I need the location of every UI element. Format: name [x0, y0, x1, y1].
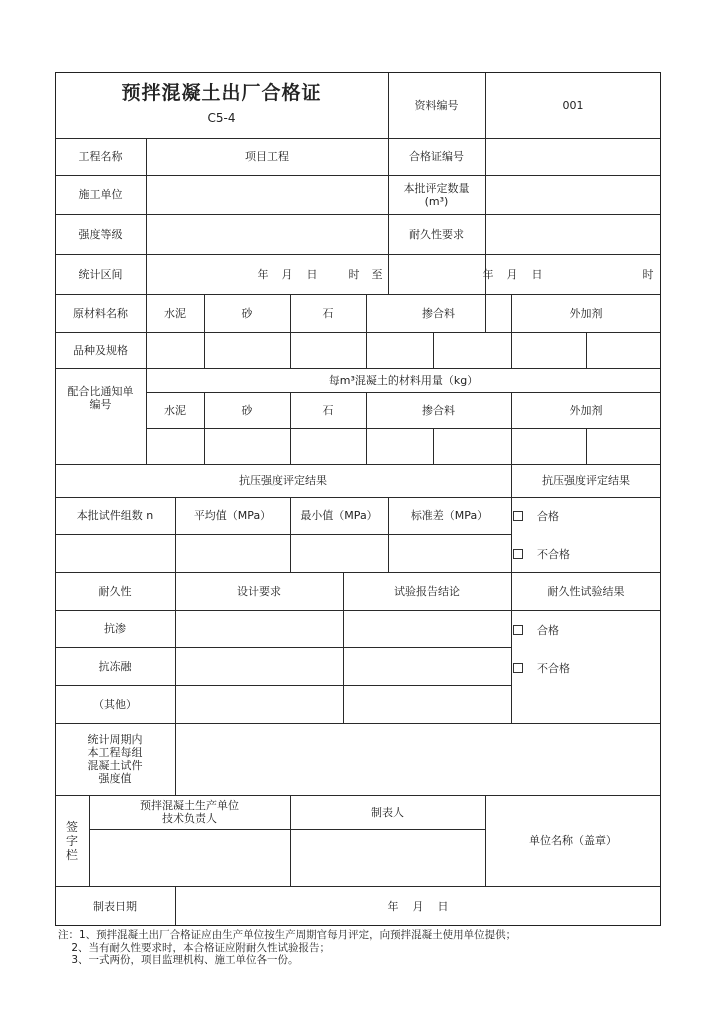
doc-no-label: 资料编号 [414, 98, 459, 112]
tech-lead-label: 预拌混凝土生产单位 技术负责人 [140, 799, 239, 825]
spec-label: 品种及规格 [73, 343, 128, 357]
durability-req-label: 耐久性要求 [409, 227, 464, 241]
std-label: 标准差（MPa） [410, 509, 489, 522]
usage-admixture-chem: 外加剂 [569, 403, 603, 417]
period-day1: 日 [306, 267, 318, 281]
constructor-field[interactable] [146, 175, 388, 214]
material-cement: 水泥 [164, 306, 186, 320]
checkbox-icon[interactable] [513, 663, 523, 673]
strength-grade-label: 强度等级 [78, 227, 123, 241]
batch-qty-field[interactable] [485, 175, 661, 214]
other-durability-label: （其他） [93, 697, 137, 711]
material-admixture-mineral: 掺合料 [422, 306, 455, 320]
durability-req-field[interactable] [485, 214, 661, 254]
impermeability-label: 抗渗 [104, 622, 126, 635]
material-name-label: 原材料名称 [73, 306, 128, 320]
checkbox-icon[interactable] [513, 549, 523, 559]
unit-seal-label: 单位名称（盖章） [529, 834, 617, 847]
batch-qty-label: 本批评定数量 (m³) [403, 181, 470, 208]
notes [58, 929, 516, 967]
note-line: 2、当有耐久性要求时，本合格证应附耐久性试验报告； [58, 941, 331, 954]
signature-label-cell [55, 795, 89, 886]
date-value[interactable]: 年 月 日 [387, 899, 449, 913]
project-name-value[interactable]: 项目工程 [245, 150, 289, 163]
material-admixture-chem: 外加剂 [569, 306, 603, 320]
material-sand: 砂 [241, 306, 253, 320]
strength-grade-field[interactable] [146, 214, 388, 254]
durability-result-label: 耐久性试验结果 [547, 584, 625, 598]
stats-field[interactable] [175, 723, 661, 795]
note-line: 注：1、预拌混凝土出厂合格证应由生产单位按生产周期官每月评定，向预拌混凝土使用单位提供； [58, 929, 517, 941]
usage-cement: 水泥 [164, 403, 186, 417]
signature-label: 签字栏 [65, 819, 78, 862]
period-hour2: 时 [642, 267, 654, 281]
cert-no-label: 合格证编号 [409, 150, 464, 163]
constructor-label: 施工单位 [78, 188, 123, 201]
strength-section-label: 抗压强度评定结果 [239, 474, 327, 487]
durability-fail-option[interactable] [513, 660, 570, 676]
design-req-label: 设计要求 [237, 584, 281, 598]
doc-no-value[interactable]: 001 [562, 98, 584, 112]
strength-pass-label: 合格 [537, 510, 559, 523]
date-label: 制表日期 [93, 899, 137, 913]
usage-admixture-mineral: 掺合料 [422, 403, 455, 417]
preparer-label: 制表人 [371, 805, 404, 819]
period-label: 统计区间 [78, 267, 123, 281]
usage-header: 每m³混凝土的材料用量（kg） [328, 373, 479, 387]
checkbox-icon[interactable] [513, 625, 523, 635]
report-conclusion-label: 试验报告结论 [394, 584, 460, 598]
durability-pass-option[interactable] [513, 622, 559, 638]
usage-sand: 砂 [241, 403, 253, 417]
period-year2: 年 [482, 267, 494, 281]
period-to: 至 [371, 267, 383, 281]
period-day2: 日 [531, 267, 543, 281]
strength-fail-option[interactable] [513, 546, 570, 562]
durability-label: 耐久性 [98, 584, 132, 598]
form-code: C5-4 [207, 110, 236, 125]
period-hour1: 时 [348, 267, 360, 281]
usage-stone: 石 [322, 403, 334, 417]
project-name-label: 工程名称 [78, 150, 123, 163]
certificate-form [55, 72, 661, 926]
form-title: 预拌混凝土出厂合格证 [121, 82, 322, 104]
freeze-thaw-label: 抗冻融 [98, 659, 132, 673]
mix-notice-label: 配合比通知单 编号 [67, 385, 134, 411]
strength-result-label: 抗压强度评定结果 [542, 474, 630, 487]
checkbox-icon[interactable] [513, 511, 523, 521]
period-month2: 月 [506, 267, 518, 281]
strength-fail-label: 不合格 [537, 548, 570, 561]
period-year1: 年 [257, 267, 269, 281]
cert-no-field[interactable] [485, 138, 661, 175]
period-month1: 月 [281, 267, 293, 281]
avg-label: 平均值（MPa） [193, 509, 272, 522]
note-line: 3、一式两份，项目监理机构、施工单位各一份。 [58, 954, 299, 966]
material-stone: 石 [322, 306, 334, 320]
min-label: 最小值（MPa） [300, 509, 378, 522]
strength-pass-option[interactable] [513, 508, 559, 524]
durability-fail-label: 不合格 [537, 662, 570, 675]
stats-label: 统计周期内 本工程每组 混凝土试件 强度值 [87, 733, 143, 785]
form-title-cell [55, 76, 388, 110]
groups-label: 本批试件组数 n [76, 509, 154, 522]
durability-pass-label: 合格 [537, 624, 559, 637]
